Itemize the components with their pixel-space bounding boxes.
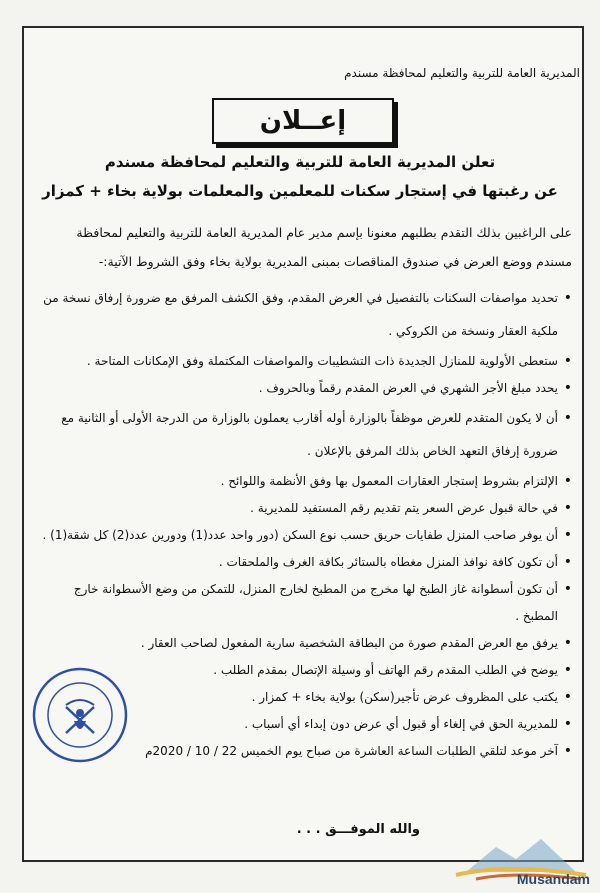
condition-item: • يحدد مبلغ الأجر الشهري في العرض المقدم رقماً وبالحروف . [38, 375, 572, 402]
watermark-text: Musandam [516, 871, 590, 887]
condition-item: • أن لا يكون المتقدم للعرض موظفاً بالوزارة أوله أقارب يعملون بالوزارة من الدرجة الأولى أو الثانية مع ضرورة إرفاق التعهد الخاص بذلك المرفق بالإعلان . [38, 402, 572, 468]
condition-item: • ستعطى الأولوية للمنازل الجديدة ذات التشطيبات والمواصفات المكتملة وفق الإمكانات المتاحة . [38, 348, 572, 375]
condition-item: • أن تكون أسطوانة غاز الطبخ لها مخرج من المطبخ لخارج المنزل، للتمكن من وضع الأسطوانة خارج المطبخ . [38, 576, 572, 630]
announcement-subheading: عن رغبتها في إستجار سكنات للمعلمين والمعلمات بولاية بخاء + كمزار [42, 182, 558, 200]
condition-item: • في حالة قبول عرض السعر يتم تقديم رقم المستفيد للمديرية . [38, 495, 572, 522]
announcement-heading: تعلن المديرية العامة للتربية والتعليم لمحافظة مسندم [104, 153, 496, 171]
intro-paragraph: على الراغبين بذلك التقدم بطلبهم معنونا بإسم مدير عام المديرية العامة للتربية والتعليم لمحافظة مسندم ووضع العرض في صندوق المناقصات بمبنى المديرية بولاية بخاء وفق الشروط الآتية:- [76, 225, 572, 269]
condition-item: • تحديد مواصفات السكنات بالتفصيل في العرض المقدم، وفق الكشف المرفق مع ضرورة إرفاق نسخة من ملكية العقار ونسخة من الكروكي . [38, 282, 572, 348]
condition-item: • أن يوفر صاحب المنزل طفايات حريق حسب نوع السكن (دور واحد عدد(1) ودورين عدد(2) كل شقة(1) . [38, 522, 572, 549]
announcement-title: إعــلان [212, 98, 394, 144]
directorate-line: المديرية العامة للتربية والتعليم لمحافظة مسندم [344, 66, 580, 80]
condition-item: • يوضح في الطلب المقدم رقم الهاتف أو وسيلة الإتصال بمقدم الطلب . [38, 657, 572, 684]
signoff: والله الموفـــق . . . [296, 822, 420, 837]
condition-item: • للمديرية الحق في إلغاء أو قبول أي عرض دون إبداء أي أسباب . [38, 711, 572, 738]
condition-item: • أن تكون كافة نوافذ المنزل مغطاه بالستائر بكافة الغرف والملحقات . [38, 549, 572, 576]
condition-item: • آخر موعد لتلقي الطلبات الساعة العاشرة من صباح يوم الخميس 22 / 10 / 2020م [38, 738, 572, 765]
condition-item: • الإلتزام بشروط إستجار العقارات المعمول بها وفق الأنظمة واللوائح . [38, 468, 572, 495]
condition-item: • يكتب على المظروف عرض تأجير(سكن) بولاية بخاء + كمزار . [38, 684, 572, 711]
official-seal-stamp [30, 665, 130, 765]
condition-item: • يرفق مع العرض المقدم صورة من البطاقة الشخصية سارية المفعول لصاحب العقار . [38, 630, 572, 657]
